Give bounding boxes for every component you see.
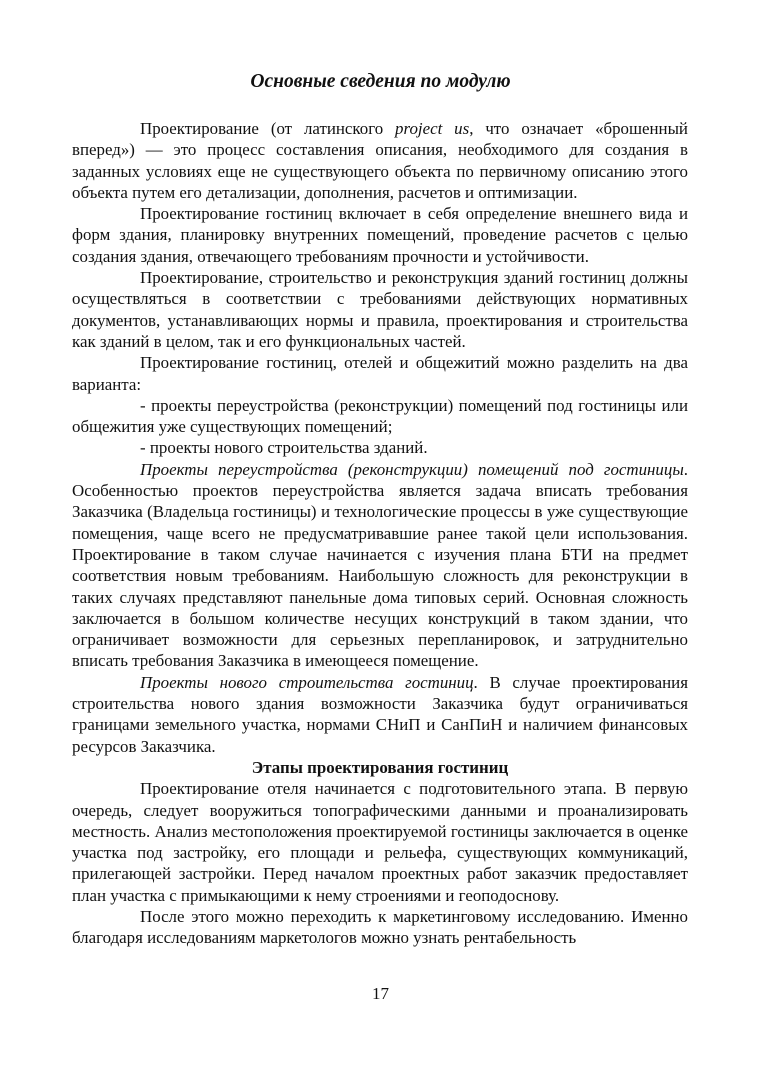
paragraph-marketing-research: После этого можно переходить к маркетинговому исследованию. Именно благодаря исследованиям маркетологов можно узнать рентабельность bbox=[72, 906, 688, 948]
paragraph-construction-norms: Проектирование, строительство и реконструкция зданий гостиниц должны осуществляться в соответствии с требованиями действующих нормативных документов, устанавливающих нормы и правила, проектирования и строительства как зданий в целом, так и его функциональных частей. bbox=[72, 268, 688, 351]
italic-lead: Проекты переустройства (реконструкции) помещений под гостиницы bbox=[140, 459, 684, 479]
list-item-reconstruction: - проекты переустройства (реконструкции) помещений под гостиницы или общежития уже существующих помещений; bbox=[72, 395, 688, 437]
italic-lead: Проекты нового строительства гостиниц bbox=[140, 672, 474, 692]
paragraph-hotel-design: Проектирование гостиниц включает в себя определение внешнего вида и форм здания, планировку внутренних помещений, проведение расчетов с целью создания здания, отвечающего требованиям прочности и устойчивости. bbox=[72, 204, 688, 266]
text-run: . В случае проектирования строительства нового здания возможности Заказчика будут ограничиваться границами земельного участка, нормами СНиП и СанПиН и наличием финансовых ресурсов Заказчика. bbox=[72, 672, 688, 756]
paragraph-reconstruction-projects bbox=[72, 459, 688, 672]
paragraph-new-construction-projects bbox=[72, 672, 688, 757]
latin-term: project us bbox=[395, 119, 470, 138]
text-run: . Особенностью проектов переустройства является задача вписать требования Заказчика (Владельца гостиницы) и технологические процессы в уже существующие помещения, чаще всего не предусматривавшие ранее такой цели использования. Проектирование в таком случае начинается с изучения плана БТИ на предмет соответствия новым требованиям. Наибольшую сложность для реконструкции в таких случаях представляют панельные дома типовых серий. Основная сложность заключается в большом количестве несущих конструкций в таком здании, что ограничивает возможности для серьезных перепланировок, и затруднительно вписать требования Заказчика в имеющееся помещение. bbox=[72, 459, 688, 671]
list-item-new-construction: - проекты нового строительства зданий. bbox=[140, 438, 428, 458]
paragraph-preparatory-stage: Проектирование отеля начинается с подготовительного этапа. В первую очередь, следует вооружиться топографическими данными и проанализировать местность. Анализ местоположения проектируемой гостиницы заключается в оценке участка под застройку, его площади и рельефа, существующих коммуникаций, прилегающей застройки. Перед началом проектных работ заказчик предоставляет план участка с примыкающими к нему строениями и геоподоснову. bbox=[72, 779, 688, 905]
page-title: Основные сведения по модулю bbox=[250, 71, 511, 92]
section-heading-design-stages: Этапы проектирования гостиниц bbox=[251, 757, 509, 777]
body-text bbox=[72, 118, 688, 949]
text-run: Проектирование (от латинского bbox=[140, 119, 396, 138]
page-number: 17 bbox=[372, 984, 389, 1003]
paragraph-design-definition bbox=[72, 118, 688, 203]
text-run: , что означает «брошенный вперед») — это процесс составления описания, необходимого для создания в заданных условиях еще не существующего объекта по первичному описанию этого объекта путем его детализации, дополнения, расчетов и оптимизации. bbox=[72, 119, 688, 202]
paragraph-two-variants: Проектирование гостиниц, отелей и общежитий можно разделить на два варианта: bbox=[72, 353, 688, 394]
